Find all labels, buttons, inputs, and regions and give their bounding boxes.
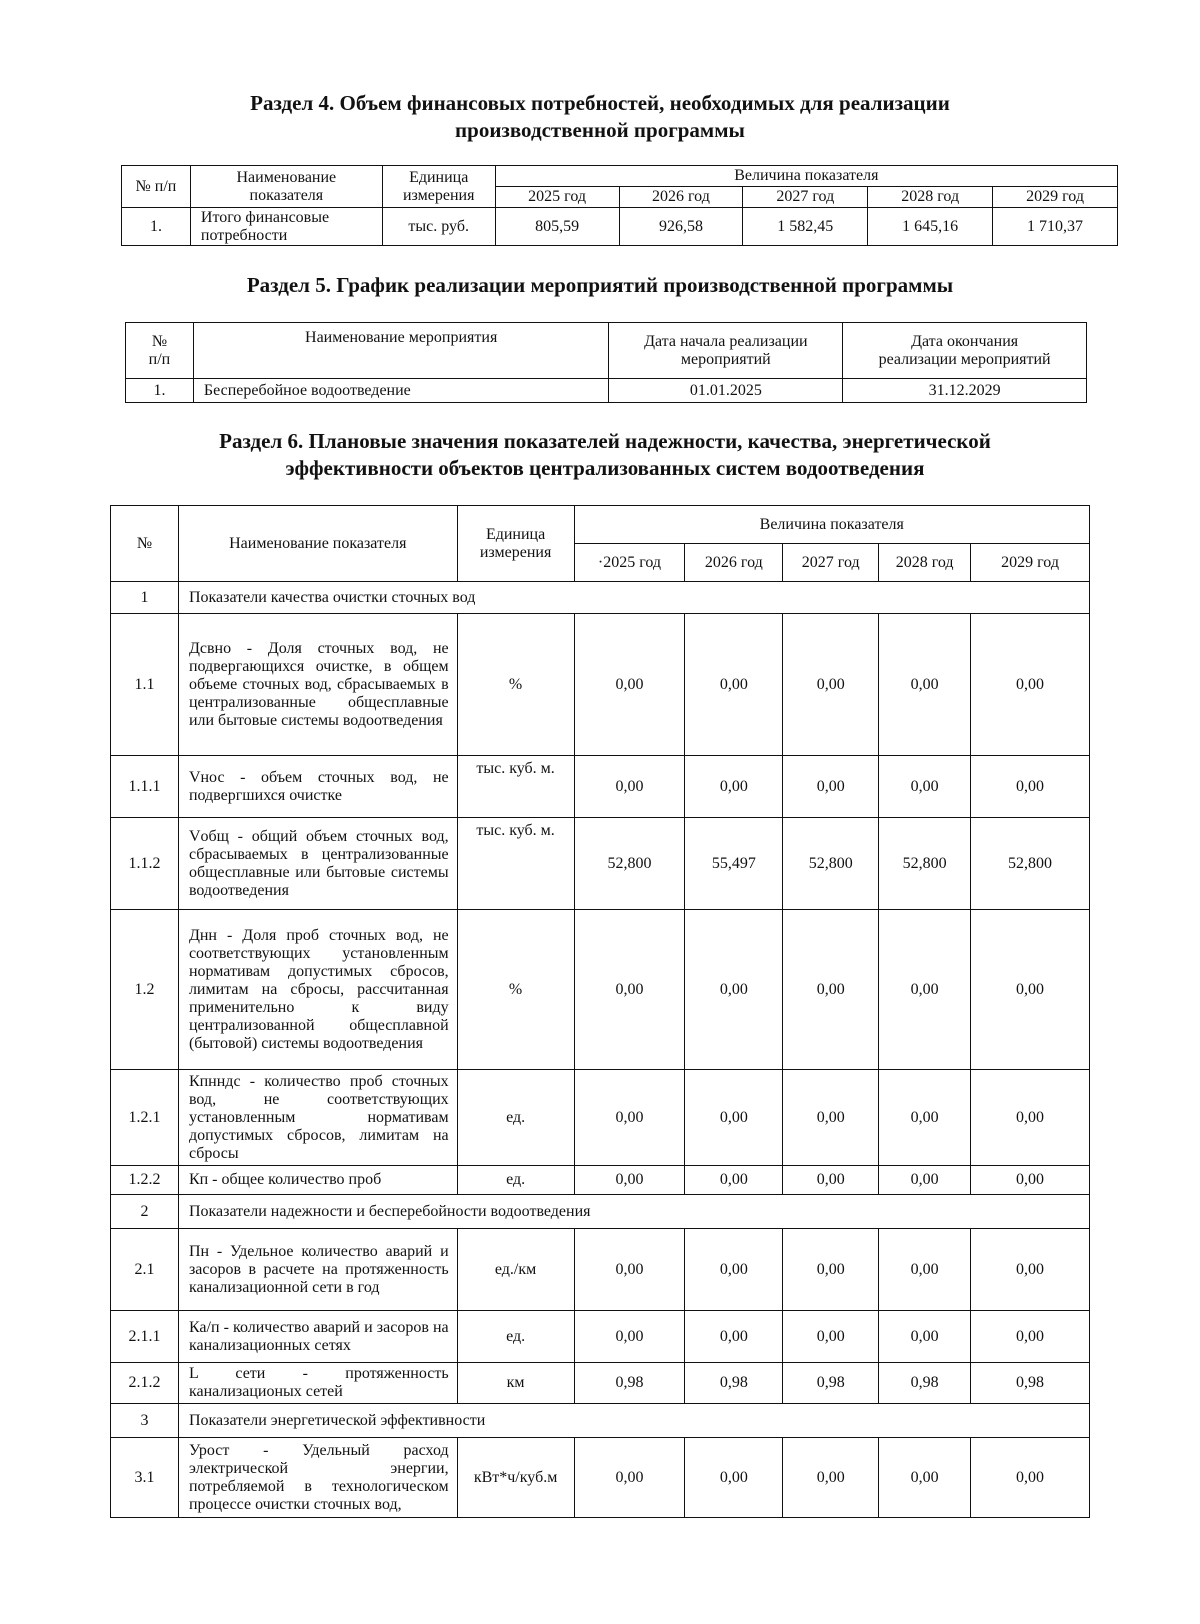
table-row [111, 1363, 1090, 1404]
s6-row-value: 0,00 [971, 1229, 1090, 1311]
s6-row-value: 0,00 [685, 614, 783, 756]
table-row [111, 910, 1090, 1070]
s6-row-value: 0,00 [879, 756, 971, 818]
s6-row-num: 2.1 [111, 1229, 179, 1311]
s6-section-title: Показатели надежности и бесперебойности водоотведения [178, 1195, 1089, 1229]
section-header-row [111, 582, 1090, 614]
s6-row-value: 0,00 [971, 1438, 1090, 1518]
s6-row-value: 0,00 [783, 614, 879, 756]
s6-section-num: 1 [111, 582, 179, 614]
s6-row-name: Ка/п - количество аварий и засоров на канализационных сетях [178, 1311, 457, 1363]
section6-title-line2: эффективности объектов централизованных систем водоотведения [285, 456, 925, 480]
s6-row-num: 1.1 [111, 614, 179, 756]
s6-row-value: 0,00 [879, 1070, 971, 1166]
s6-row-value: 52,800 [574, 818, 685, 910]
s6-header-year: 2027 год [783, 544, 879, 582]
s6-row-value: 0,00 [783, 1070, 879, 1166]
s4-header-year: 2029 год [993, 187, 1118, 208]
s6-row-unit: км [457, 1363, 574, 1404]
s6-row-value: 0,98 [574, 1363, 685, 1404]
s6-row-value: 0,00 [971, 1166, 1090, 1195]
s6-section-title: Показатели энергетической эффективности [178, 1404, 1089, 1438]
s6-section-num: 3 [111, 1404, 179, 1438]
s6-row-value: 0,00 [685, 756, 783, 818]
s6-row-name: Кпнндс - количество проб сточных вод, не соответствующих установленным нормативам допустимых сбросов, лимитам на сбросы [178, 1070, 457, 1166]
s6-row-num: 1.1.1 [111, 756, 179, 818]
s5-header-end-line2: реализации мероприятий [878, 350, 1051, 368]
s6-row-value: 0,00 [783, 1229, 879, 1311]
table-row [111, 1166, 1090, 1195]
s5-row-end: 31.12.2029 [843, 379, 1087, 403]
table-row [111, 1438, 1090, 1518]
s6-row-value: 0,00 [685, 1070, 783, 1166]
s6-row-value: 0,00 [685, 910, 783, 1070]
s6-row-value: 0,00 [879, 1229, 971, 1311]
s6-section-title: Показатели качества очистки сточных вод [178, 582, 1089, 614]
s6-row-value: 0,00 [879, 1311, 971, 1363]
s4-row-value: 926,58 [619, 208, 743, 246]
section-header-row [111, 1404, 1090, 1438]
s6-section-num: 2 [111, 1195, 179, 1229]
s6-row-value: 52,800 [783, 818, 879, 910]
s6-row-value: 0,00 [783, 1311, 879, 1363]
s6-row-value: 0,00 [574, 756, 685, 818]
s6-header-year: 2028 год [879, 544, 971, 582]
s6-row-value: 0,00 [574, 1311, 685, 1363]
s6-row-value: 0,00 [574, 614, 685, 756]
s6-row-num: 1.1.2 [111, 818, 179, 910]
s6-row-value: 0,00 [971, 1070, 1090, 1166]
s6-row-num: 1.2.1 [111, 1070, 179, 1166]
s6-row-value: 0,00 [685, 1438, 783, 1518]
s5-row-num: 1. [126, 379, 194, 403]
s6-row-value: 0,00 [971, 614, 1090, 756]
s6-row-value: 0,00 [783, 756, 879, 818]
s4-header-num: № п/п [122, 166, 191, 208]
section4-table [121, 165, 1118, 246]
section4-title-line1: Раздел 4. Объем финансовых потребностей, необходимых для реализации [250, 91, 950, 115]
s5-header-start-line1: Дата начала реализации [644, 332, 808, 350]
s6-row-value: 0,00 [574, 1070, 685, 1166]
s6-row-name: L сети - протяженность канализационых сетей [178, 1363, 457, 1404]
s6-header-name: Наименование показателя [178, 506, 457, 582]
s5-header-end [843, 323, 1087, 379]
s4-header-year: 2025 год [495, 187, 619, 208]
s6-row-unit: тыс. куб. м. [457, 756, 574, 818]
s6-row-value: 0,00 [574, 910, 685, 1070]
s6-row-name: Дсвно - Доля сточных вод, не подвергающихся очистке, в общем объеме сточных вод, сбрасываемых в централизованные общесплавные или бытовые системы водоотведения [178, 614, 457, 756]
s6-row-name: Днн - Доля проб сточных вод, не соответствующих установленным нормативам допустимых сбросов, лимитам на сбросы, рассчитанная применительно к виду централизованной общесплавной (бытовой) системы водоотведения [178, 910, 457, 1070]
s4-row-name-line1: Итого финансовые [200, 208, 330, 226]
s6-row-value: 0,00 [971, 910, 1090, 1070]
table-row [111, 614, 1090, 756]
s4-row-value: 1 710,37 [993, 208, 1118, 246]
s5-header-start [609, 323, 843, 379]
s6-row-unit: ед. [457, 1166, 574, 1195]
s5-row-start: 01.01.2025 [609, 379, 843, 403]
s6-row-value: 0,00 [879, 910, 971, 1070]
s6-row-unit: кВт*ч/куб.м [457, 1438, 574, 1518]
s4-row-unit: тыс. руб. [382, 208, 495, 246]
section4-title [150, 90, 1050, 144]
section6-title-line1: Раздел 6. Плановые значения показателей надежности, качества, энергетической [219, 429, 991, 453]
s6-row-unit: ед./км [457, 1229, 574, 1311]
s6-header-year: 2026 год [685, 544, 783, 582]
s4-header-name-line2: показателя [249, 186, 324, 204]
s5-header-num-line2: п/п [148, 350, 171, 368]
s6-row-num: 3.1 [111, 1438, 179, 1518]
table-row [111, 818, 1090, 910]
s4-header-value-group: Величина показателя [495, 166, 1117, 187]
s6-row-value: 0,00 [685, 1229, 783, 1311]
section6-title [150, 428, 1060, 482]
s6-row-value: 0,00 [879, 1438, 971, 1518]
table-row [111, 1070, 1090, 1166]
s6-row-value: 0,98 [783, 1363, 879, 1404]
s5-header-end-line1: Дата окончания [911, 332, 1019, 350]
table-row [122, 208, 1118, 246]
s6-row-value: 0,00 [783, 1438, 879, 1518]
s6-row-value: 0,00 [574, 1438, 685, 1518]
s6-row-value: 0,00 [574, 1166, 685, 1195]
section5-table [125, 322, 1087, 403]
s6-header-year: ·2025 год [574, 544, 685, 582]
s6-row-name: Vобщ - общий объем сточных вод, сбрасываемых в централизованные общесплавные или бытовые системы водоотведения [178, 818, 457, 910]
s6-row-unit: ед. [457, 1070, 574, 1166]
s6-row-name: Пн - Удельное количество аварий и засоров в расчете на протяженность канализационной сети в год [178, 1229, 457, 1311]
s4-header-unit [382, 166, 495, 208]
s5-header-name: Наименование мероприятия [193, 323, 609, 379]
s5-row-name: Бесперебойное водоотведение [193, 379, 609, 403]
s6-header-year: 2029 год [971, 544, 1090, 582]
s4-row-value: 805,59 [495, 208, 619, 246]
table-row [111, 1311, 1090, 1363]
s4-row-name [190, 208, 382, 246]
s6-row-value: 0,00 [685, 1311, 783, 1363]
s6-row-name: Урост - Удельный расход электрической энергии, потребляемой в технологическом процессе очистки сточных вод, [178, 1438, 457, 1518]
s4-row-name-line2: потребности [200, 226, 288, 244]
s6-header-num: № [111, 506, 179, 582]
s6-row-value: 52,800 [879, 818, 971, 910]
s6-row-num: 1.2.2 [111, 1166, 179, 1195]
s6-row-value: 0,98 [879, 1363, 971, 1404]
s6-header-unit-line2: измерения [479, 543, 552, 561]
s4-row-value: 1 645,16 [868, 208, 993, 246]
s4-row-num: 1. [122, 208, 191, 246]
section5-title: Раздел 5. График реализации мероприятий производственной программы [246, 273, 954, 297]
s4-header-year: 2026 год [619, 187, 743, 208]
s6-row-value: 0,00 [783, 910, 879, 1070]
s5-header-num-line1: № [151, 332, 168, 350]
s6-row-value: 0,00 [971, 1311, 1090, 1363]
s6-header-unit-line1: Единица [485, 525, 546, 543]
section-header-row [111, 1195, 1090, 1229]
s6-row-value: 0,00 [574, 1229, 685, 1311]
s6-row-value: 52,800 [971, 818, 1090, 910]
s6-row-value: 0,00 [879, 614, 971, 756]
s4-row-value: 1 582,45 [743, 208, 868, 246]
s6-row-value: 0,00 [783, 1166, 879, 1195]
s6-row-value: 0,00 [879, 1166, 971, 1195]
section6-table [110, 505, 1090, 1518]
s4-header-name [190, 166, 382, 208]
s6-row-unit: % [457, 614, 574, 756]
s6-row-value: 0,98 [971, 1363, 1090, 1404]
section4-title-line2: производственной программы [455, 118, 745, 142]
s4-header-unit-line2: измерения [402, 186, 475, 204]
s6-row-unit: ед. [457, 1311, 574, 1363]
s6-row-num: 2.1.1 [111, 1311, 179, 1363]
s4-header-name-line1: Наименование [236, 168, 337, 186]
s6-row-value: 0,00 [685, 1166, 783, 1195]
s6-row-unit: тыс. куб. м. [457, 818, 574, 910]
s5-header-start-line2: мероприятий [680, 350, 771, 368]
s6-header-value-group: Величина показателя [574, 506, 1089, 544]
s6-row-num: 2.1.2 [111, 1363, 179, 1404]
s6-row-value: 55,497 [685, 818, 783, 910]
s4-header-unit-line1: Единица [409, 168, 469, 186]
s6-header-unit [457, 506, 574, 582]
s5-header-num [126, 323, 194, 379]
s4-header-year: 2028 год [868, 187, 993, 208]
s6-row-name: Кп - общее количество проб [178, 1166, 457, 1195]
s6-row-unit: % [457, 910, 574, 1070]
table-row [111, 756, 1090, 818]
s6-row-value: 0,98 [685, 1363, 783, 1404]
s6-row-value: 0,00 [971, 756, 1090, 818]
s4-header-year: 2027 год [743, 187, 868, 208]
s6-row-name: Vнос - объем сточных вод, не подвергшихся очистке [178, 756, 457, 818]
s6-row-num: 1.2 [111, 910, 179, 1070]
table-row [126, 379, 1087, 403]
table-row [111, 1229, 1090, 1311]
